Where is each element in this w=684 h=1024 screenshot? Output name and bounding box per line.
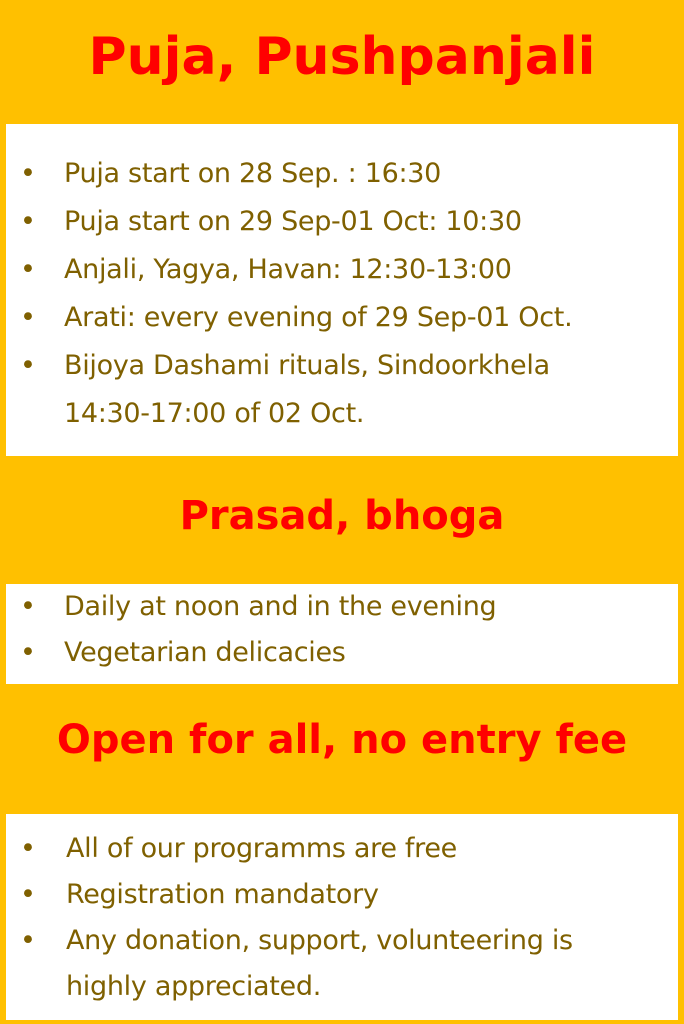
list-item: • Registration mandatory — [6, 872, 678, 918]
puja-schedule-list — [6, 124, 678, 438]
list-item: • Bijoya Dashami rituals, Sindoorkhela — [6, 342, 678, 390]
open-for-all-heading: Open for all, no entry fee — [56, 717, 628, 763]
bullet-icon: • — [20, 879, 36, 910]
prasad-list — [6, 584, 678, 676]
bullet-icon: • — [20, 158, 36, 189]
open-for-all-list — [6, 814, 678, 1010]
bullet-icon: • — [20, 833, 36, 864]
list-item: • Vegetarian delicacies — [6, 630, 678, 676]
list-item: • Puja start on 29 Sep-01 Oct: 10:30 — [6, 198, 678, 246]
bullet-icon: • — [20, 254, 36, 285]
prasad-heading: Prasad, bhoga — [179, 493, 505, 539]
list-item-continuation: highly appreciated. — [66, 971, 321, 1002]
bullet-icon: • — [20, 637, 36, 668]
open-for-all-box — [6, 814, 678, 1020]
bullet-icon: • — [20, 350, 36, 381]
puja-heading: Puja, Pushpanjali — [88, 27, 596, 87]
list-item-continuation: 14:30-17:00 of 02 Oct. — [64, 398, 365, 429]
list-item: • Puja start on 28 Sep. : 16:30 — [6, 150, 678, 198]
bullet-icon: • — [20, 302, 36, 333]
bullet-icon: • — [20, 591, 36, 622]
puja-schedule-box — [6, 124, 678, 456]
bullet-icon: • — [20, 206, 36, 237]
bullet-icon: • — [20, 925, 36, 956]
list-item: • Any donation, support, volunteering is — [6, 918, 678, 964]
list-item: • Daily at noon and in the evening — [6, 584, 678, 630]
prasad-box — [6, 584, 678, 684]
list-item: • Anjali, Yagya, Havan: 12:30-13:00 — [6, 246, 678, 294]
list-item: • Arati: every evening of 29 Sep-01 Oct. — [6, 294, 678, 342]
list-item: • All of our programms are free — [6, 826, 678, 872]
